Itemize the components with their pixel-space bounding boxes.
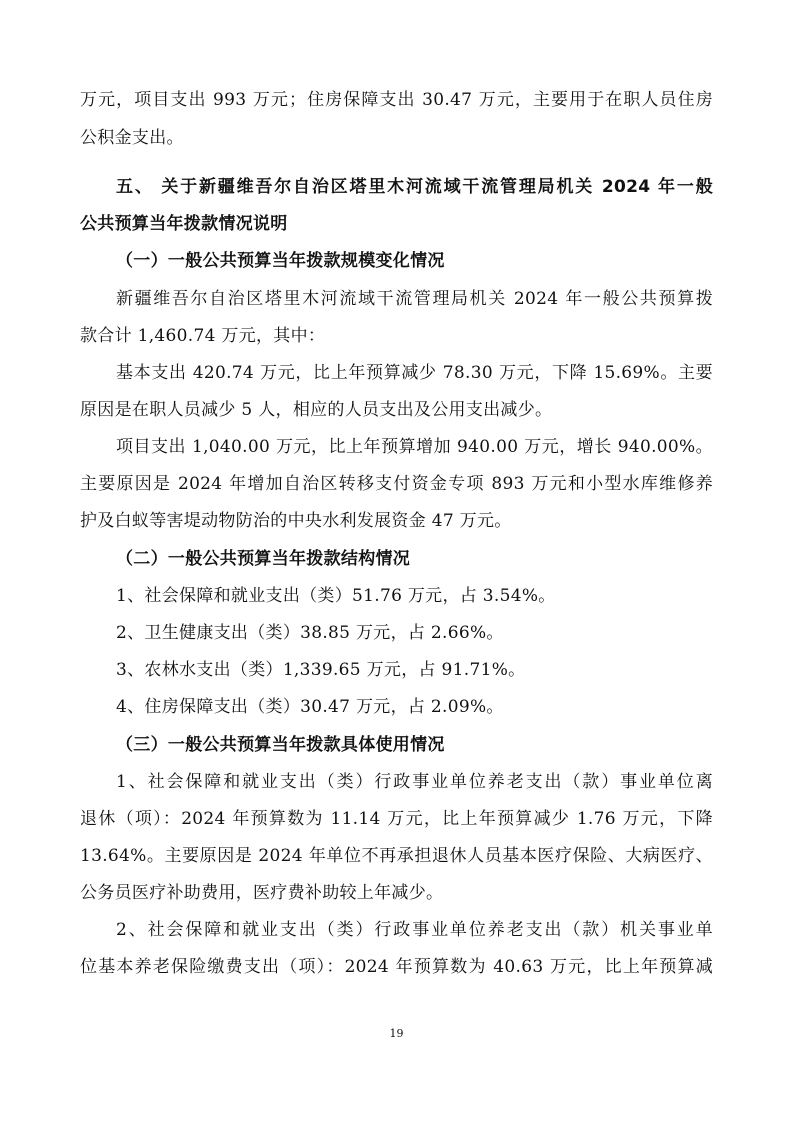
body-line: 护及白蚁等害堤动物防治的中央水利发展资金 47 万元。 xyxy=(80,511,512,531)
section-heading: 公共预算当年拨款情况说明 xyxy=(80,214,288,234)
subsection-heading: （二）一般公共预算当年拨款结构情况 xyxy=(116,549,411,569)
body-line: 公务员医疗补助费用，医疗费补助较上年减少。 xyxy=(80,883,444,903)
list-item: 2、卫生健康支出（类）38.85 万元，占 2.66%。 xyxy=(116,623,504,643)
body-line: 退休（项）：2024 年预算数为 11.14 万元，比上年预算减少 1.76 万元，下降 xyxy=(80,809,713,829)
body-line: 项目支出 1,040.00 万元，比上年预算增加 940.00 万元，增长 940.00%。 xyxy=(116,437,713,457)
page-number: 19 xyxy=(389,1027,404,1040)
list-item: 1、社会保障和就业支出（类）51.76 万元，占 3.54%。 xyxy=(116,586,556,606)
body-line: 原因是在职人员减少 5 人，相应的人员支出及公用支出减少。 xyxy=(80,400,553,420)
body-line: 款合计 1,460.74 万元，其中： xyxy=(80,326,326,346)
body-line: 基本支出 420.74 万元，比上年预算减少 78.30 万元，下降 15.69%。主要 xyxy=(116,363,713,383)
subsection-heading: （一）一般公共预算当年拨款规模变化情况 xyxy=(116,251,445,271)
section-heading: 五、 关于新疆维吾尔自治区塔里木河流域干流管理局机关 2024 年一般 xyxy=(116,177,713,197)
list-item: 3、农林水支出（类）1,339.65 万元，占 91.71%。 xyxy=(116,660,526,680)
body-line: 新疆维吾尔自治区塔里木河流域干流管理局机关 2024 年一般公共预算拨 xyxy=(116,289,713,309)
list-item: 4、住房保障支出（类）30.47 万元，占 2.09%。 xyxy=(116,697,504,717)
body-line: 公积金支出。 xyxy=(80,128,184,148)
body-line: 位基本养老保险缴费支出（项）：2024 年预算数为 40.63 万元，比上年预算减 xyxy=(80,957,713,977)
body-line: 1、社会保障和就业支出（类）行政事业单位养老支出（款）事业单位离 xyxy=(116,772,713,792)
subsection-heading: （三）一般公共预算当年拨款具体使用情况 xyxy=(116,735,445,755)
body-line: 2、社会保障和就业支出（类）行政事业单位养老支出（款）机关事业单 xyxy=(116,920,713,940)
body-line: 万元，项目支出 993 万元；住房保障支出 30.47 万元，主要用于在职人员住房 xyxy=(80,90,713,110)
body-line: 主要原因是 2024 年增加自治区转移支付资金专项 893 万元和小型水库维修养 xyxy=(80,474,713,494)
body-line: 13.64%。主要原因是 2024 年单位不再承担退休人员基本医疗保险、大病医疗、 xyxy=(80,846,713,866)
